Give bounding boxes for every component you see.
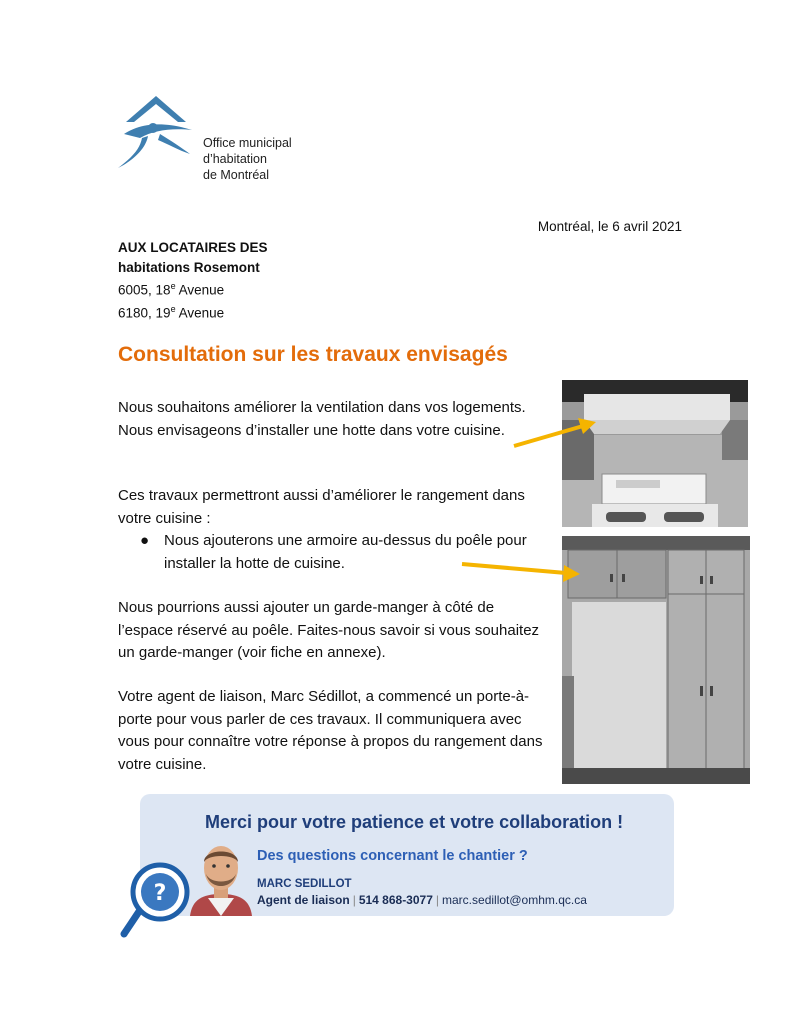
- photo-cabinets: [562, 536, 750, 784]
- agent-email-link[interactable]: marc.sedillot@omhm.qc.ca: [442, 893, 587, 907]
- paragraph-garde-manger: Nous pourrions aussi ajouter un garde-manger à côté de l’espace réservé au poêle. Faites-nous savoir si vous souhaitez un garde-manger (voir fiche en annexe).: [118, 599, 540, 661]
- omhm-logo: [116, 92, 316, 182]
- agent-role: Agent de liaison: [257, 893, 350, 907]
- recipient-block: [118, 238, 268, 323]
- recipient-line-2: habitations Rosemont: [118, 259, 260, 275]
- bullet-dot-icon: ●: [140, 532, 150, 549]
- agent-avatar: [188, 838, 254, 916]
- bullet-text: Nous ajouterons une armoire au-dessus du poêle pour installer la hotte de cuisine.: [164, 532, 527, 572]
- banner-title: Merci pour votre patience et votre collaboration !: [205, 812, 624, 832]
- paragraph-ventilation: Nous souhaitons améliorer la ventilation dans vos logements. Nous envisageons d’installer une hotte dans votre cuisine.: [118, 399, 526, 439]
- logo-line-3: de Montréal: [203, 168, 270, 182]
- paragraph-agent: Votre agent de liaison, Marc Sédillot, a commencé un porte-à-porte pour vous parler de ces travaux. Il communiquera avec vous pour connaître votre réponse à propos du rangement dans votre cuisine.: [118, 688, 543, 773]
- letter-date: Montréal, le 6 avril 2021: [537, 219, 682, 234]
- svg-text:?: ?: [153, 881, 167, 906]
- agent-phone[interactable]: 514 868-3077: [358, 893, 433, 907]
- logo-line-2: d’habitation: [203, 152, 267, 166]
- page-title: Consultation sur les travaux envisagés: [118, 343, 508, 366]
- banner-subtitle: Des questions concernant le chantier ?: [257, 848, 528, 864]
- agent-contact-line: Agent de liaison | 514 868-3077 | marc.sedillot@omhm.qc.ca: [257, 893, 587, 907]
- recipient-address-1: 6005, 18e Avenue: [118, 281, 225, 298]
- question-magnifier-icon: [118, 858, 194, 940]
- paragraph-rangement: Ces travaux permettront aussi d’améliorer le rangement dans votre cuisine :: [118, 487, 525, 527]
- omhm-logo-icon: [116, 92, 198, 174]
- recipient-line-1: AUX LOCATAIRES DES: [118, 240, 268, 255]
- agent-name: MARC SEDILLOT: [257, 878, 352, 890]
- logo-line-1: Office municipal: [203, 136, 292, 150]
- photo-range-hood: [562, 380, 748, 527]
- recipient-address-2: 6180, 19e Avenue: [118, 304, 225, 321]
